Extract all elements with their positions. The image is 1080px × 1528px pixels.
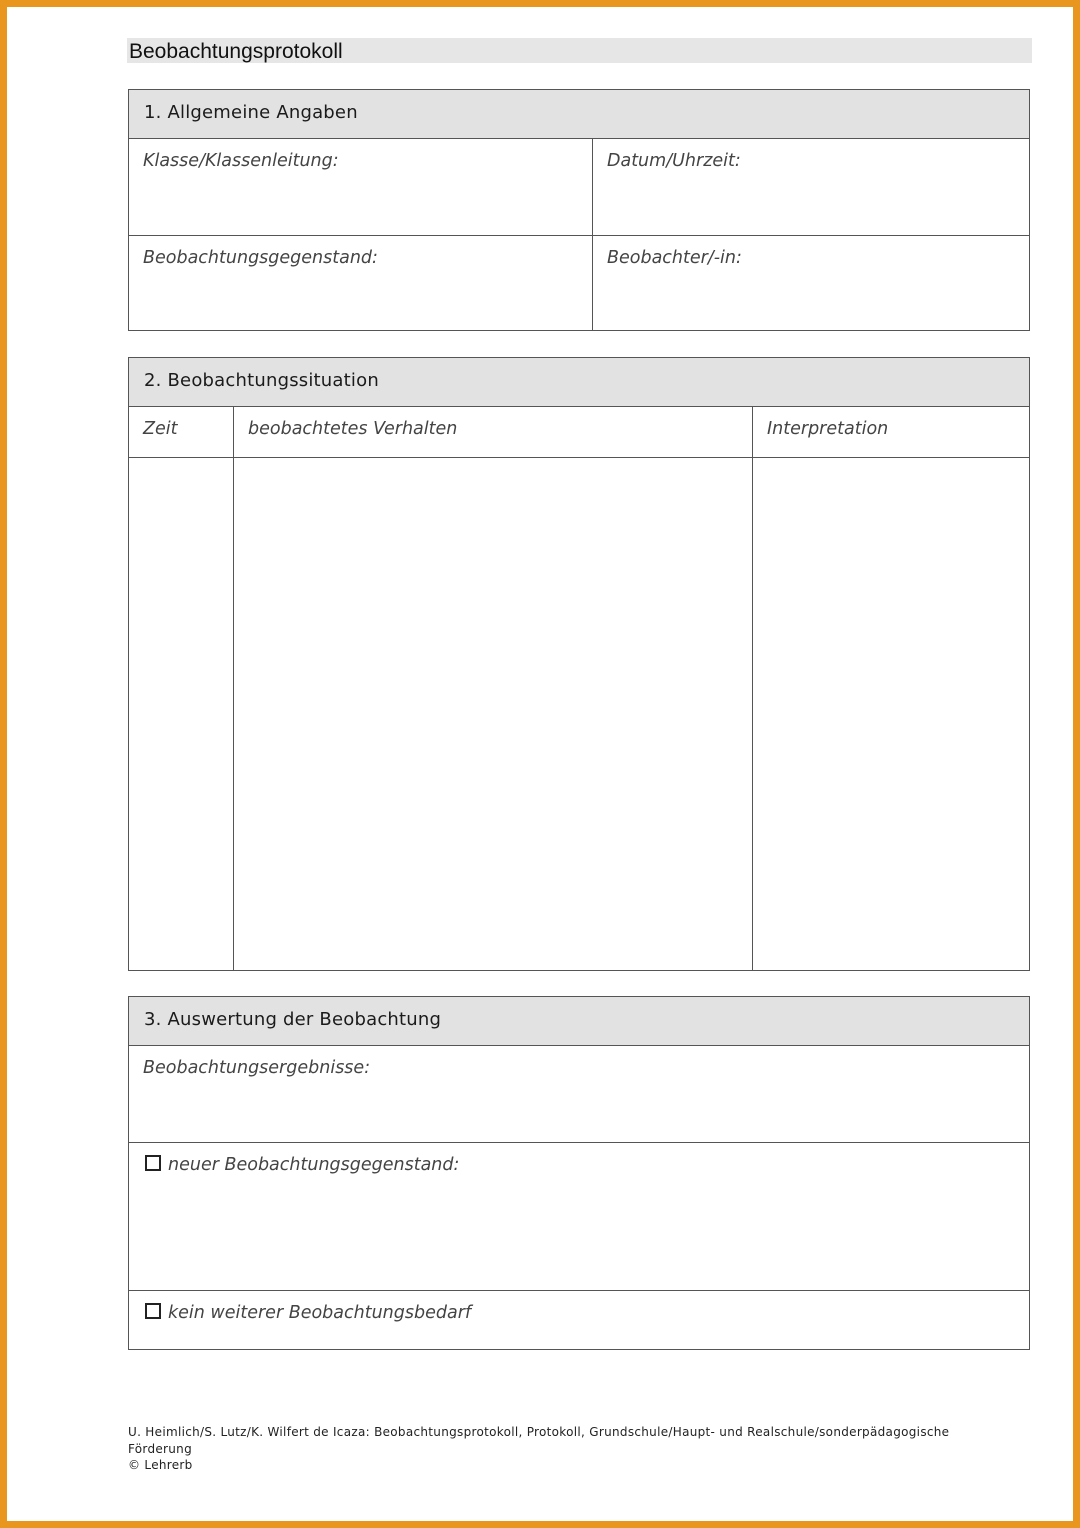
column-header-verhalten: beobachtetes Verhalten <box>233 407 752 457</box>
datum-field[interactable] <box>592 139 1029 235</box>
form-row <box>129 235 1029 330</box>
gegenstand-field[interactable] <box>129 236 592 330</box>
section-general-info <box>128 89 1030 331</box>
option-kein-label: kein weiterer Beobachtungsbedarf <box>168 1303 472 1323</box>
zeit-cell[interactable] <box>129 458 233 970</box>
footer-citation: U. Heimlich/S. Lutz/K. Wilfert de Icaza: Beobachtungsprotokoll, Protokoll, Grundschule/Haupt- und Realschule/sonderpädagogische Förderung <box>128 1425 950 1456</box>
table-header-row <box>129 407 1029 457</box>
section-observation <box>128 357 1030 971</box>
beobachter-field[interactable] <box>592 236 1029 330</box>
option-neu-field[interactable] <box>129 1143 1029 1290</box>
section-heading-evaluation: 3. Auswertung der Beobachtung <box>129 997 1029 1046</box>
verhalten-cell[interactable] <box>233 458 752 970</box>
datum-label: Datum/Uhrzeit: <box>607 151 741 171</box>
gegenstand-label: Beobachtungsgegenstand: <box>143 248 378 268</box>
klasse-field[interactable] <box>129 139 592 235</box>
checkbox-kein[interactable] <box>145 1303 161 1319</box>
klasse-label: Klasse/Klassenleitung: <box>143 151 339 171</box>
column-header-zeit: Zeit <box>143 419 178 439</box>
form-row <box>129 1290 1029 1350</box>
page-title: Beobachtungsprotokoll <box>127 38 1032 63</box>
form-row <box>129 1046 1029 1142</box>
option-neu-label: neuer Beobachtungsgegenstand: <box>168 1155 460 1175</box>
option-kein-field[interactable] <box>129 1291 1029 1350</box>
footer-copyright: © Lehrerb <box>128 1458 193 1472</box>
section-heading-observation: 2. Beobachtungssituation <box>129 358 1029 407</box>
section-heading-general: 1. Allgemeine Angaben <box>129 90 1029 139</box>
beobachter-label: Beobachter/-in: <box>607 248 742 268</box>
interpretation-cell[interactable] <box>752 458 1029 970</box>
form-row <box>129 139 1029 235</box>
form-row <box>129 1142 1029 1290</box>
checkbox-neu[interactable] <box>145 1155 161 1171</box>
table-body-row <box>129 457 1029 970</box>
ergebnisse-label: Beobachtungsergebnisse: <box>143 1058 371 1078</box>
footer <box>128 1424 1008 1474</box>
ergebnisse-field[interactable] <box>129 1046 1029 1142</box>
section-evaluation <box>128 996 1030 1350</box>
column-header-interpretation: Interpretation <box>752 407 1029 457</box>
